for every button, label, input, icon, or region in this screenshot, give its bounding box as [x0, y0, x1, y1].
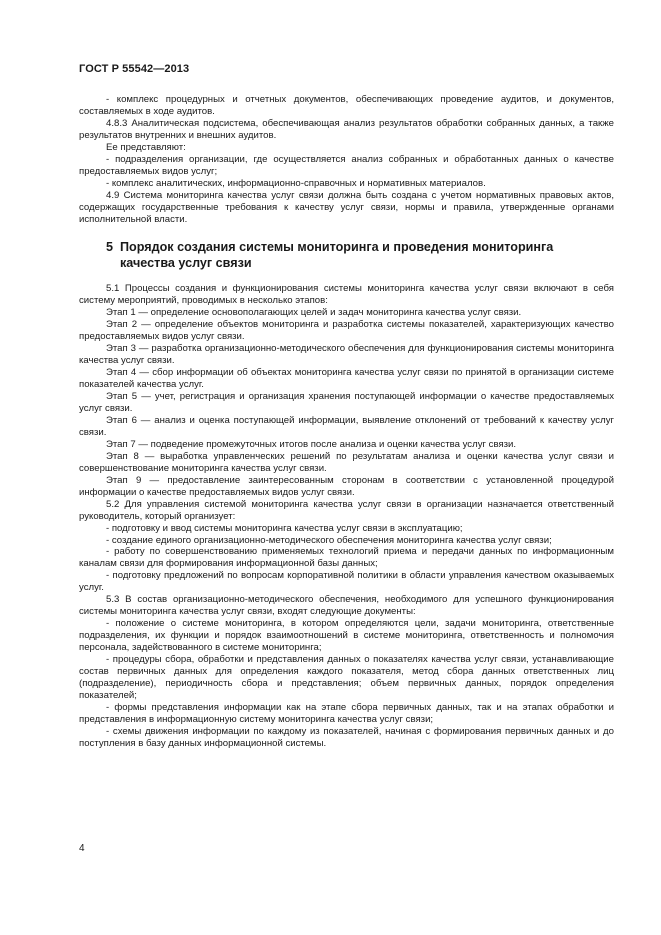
paragraph: 4.8.3 Аналитическая подсистема, обеспечивающая анализ результатов обработки собранных данных, а также результатов внутренних и внешних аудитов. [79, 117, 614, 141]
paragraph: 5.2 Для управления системой мониторинга качества услуг связи в организации назначается ответственный руководитель, который организует: [79, 498, 614, 522]
stage-item: Этап 5 — учет, регистрация и организация хранения поступающей информации о качестве предоставляемых услуг связи. [79, 391, 614, 415]
section-title-line1: Порядок создания системы мониторинга и проведения мониторинга [120, 240, 554, 255]
paragraph: Ее представляют: [106, 141, 186, 153]
list-item: - положение о системе мониторинга, в котором определяются цели, задачи мониторинга, ответственные подразделения, их функции и порядок взаимоотношений в системе мониторинга, ответственность и полномочия персонала, задействованного в системе мониторинга; [79, 618, 614, 654]
page-number: 4 [79, 843, 85, 854]
paragraph: 5.1 Процессы создания и функционирования системы мониторинга качества услуг связи включают в себя систему мероприятий, проводимых в несколько этапов: [79, 283, 614, 307]
stage-item: Этап 9 — предоставление заинтересованным сторонам в соответствии с установленной процедурой информации о качестве предоставляемых видов услуг связи. [79, 474, 614, 498]
document-body [79, 94, 614, 750]
section-number: 5 [106, 240, 114, 255]
paragraph: - комплекс аналитических, информационно-справочных и нормативных материалов. [106, 177, 486, 189]
section-title-line2: качества услуг связи [120, 256, 252, 271]
paragraph: 4.9 Система мониторинга качества услуг связи должна быть создана с учетом нормативных правовых актов, содержащих государственные требования к качеству услуг связи, нормы и правила, утвержденные органами исполнительной власти. [79, 189, 614, 225]
stage-item: Этап 1 — определение основополагающих целей и задач мониторинга качества услуг связи. [106, 307, 522, 319]
list-item: - формы представления информации как на этапе сбора первичных данных, так и на этапах обработки и представления в информационную систему мониторинга качества услуг связи; [79, 701, 614, 725]
stage-item: Этап 2 — определение объектов мониторинга и разработка системы показателей, характеризующих качество предоставляемых видов услуг связи. [79, 319, 614, 343]
standard-designation: ГОСТ Р 55542—2013 [79, 63, 190, 75]
paragraph: - подразделения организации, где осуществляется анализ собранных и обработанных данных о качестве предоставляемых видов услуг; [79, 153, 614, 177]
stage-item: Этап 4 — сбор информации об объектах мониторинга качества услуг связи по принятой в организации системе показателей качества услуг. [79, 367, 614, 391]
stage-item: Этап 6 — анализ и оценка поступающей информации, выявление отклонений от требований к качеству услуг связи. [79, 414, 614, 438]
list-item: - работу по совершенствованию применяемых технологий приема и передачи данных по информационным каналам связи для формирования информационной базы данных; [79, 546, 614, 570]
section-heading [79, 239, 614, 271]
list-item: - схемы движения информации по каждому из показателей, начиная с формирования первичных данных и до поступления в базу данных информационной системы. [79, 725, 614, 749]
list-item: - подготовку и ввод системы мониторинга качества услуг связи в эксплуатацию; [106, 522, 463, 534]
paragraph: - комплекс процедурных и отчетных документов, обеспечивающих проведение аудитов, и документов, составляемых в ходе аудитов. [79, 94, 614, 117]
paragraph: 5.3 В состав организационно-методического обеспечения, необходимого для успешного функционирования системы мониторинга качества услуг связи, входят следующие документы: [79, 594, 614, 618]
list-item: - подготовку предложений по вопросам корпоративной политики в области управления качеством оказываемых услуг. [79, 570, 614, 594]
stage-item: Этап 8 — выработка управленческих решений по результатам анализа и оценки качества услуг связи и совершенствование мониторинга качества услуг связи. [79, 450, 614, 474]
list-item: - процедуры сбора, обработки и представления данных о показателях качества услуг связи, устанавливающие состав первичных данных для определения каждого показателя, метод сбора данных ответственных лиц (подразделение), периодичность сбора и представления; объем первичных данных, порядок определения показателей; [79, 654, 614, 701]
stage-item: Этап 3 — разработка организационно-методического обеспечения для функционирования системы мониторинга качества услуг связи. [79, 343, 614, 367]
stage-item: Этап 7 — подведение промежуточных итогов после анализа и оценки качества услуг связи. [106, 438, 517, 450]
list-item: - создание единого организационно-методического обеспечения мониторинга качества услуг связи; [106, 534, 552, 546]
